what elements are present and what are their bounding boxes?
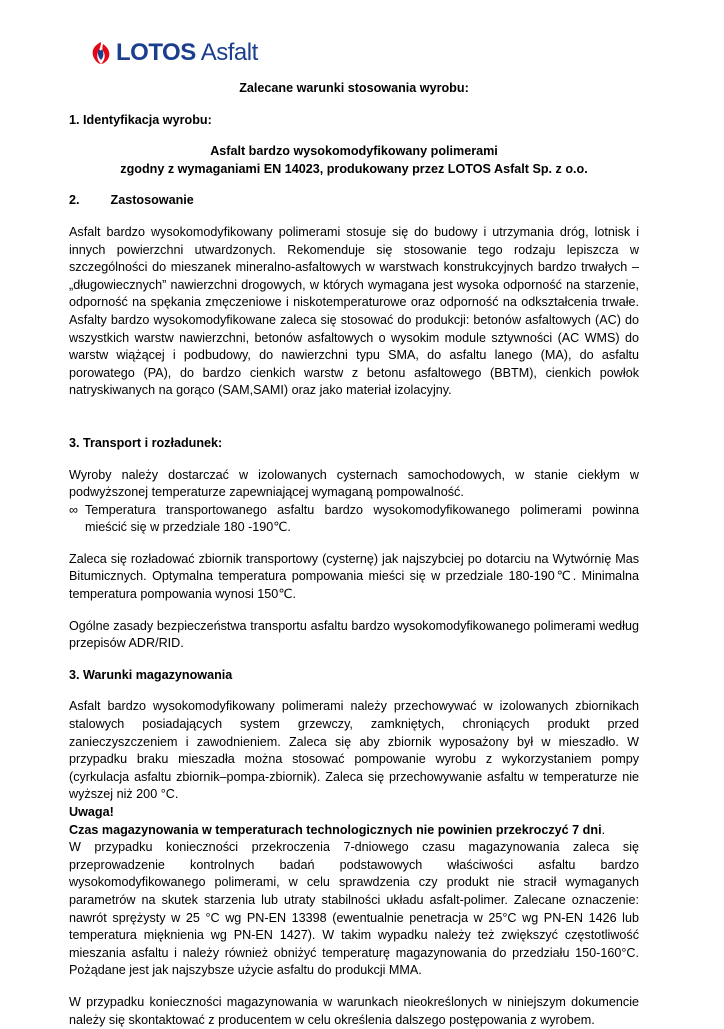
section-2-title: Zastosowanie <box>110 193 194 208</box>
section-2-heading <box>69 192 639 210</box>
warning-line <box>69 822 639 840</box>
transport-paragraph-1: Wyroby należy dostarczać w izolowanych cysternach samochodowych, w stanie ciekłym w podwyższonej temperaturze zapewniającej wymaganą pompowalność. <box>69 467 639 500</box>
warning-end: . <box>601 822 606 837</box>
transport-paragraph-3: Ogólne zasady bezpieczeństwa transportu asfaltu bardzo wysokomodyfikowanego polimerami według przepisów ADR/RID. <box>69 618 639 651</box>
lotos-flame-icon <box>90 41 112 65</box>
page-title: Zalecane warunki stosowania wyrobu: <box>239 81 469 95</box>
logo-product: Asfalt <box>200 39 258 66</box>
storage-paragraph-2: W przypadku konieczności przekroczenia 7-dniowego czasu magazynowania zaleca się przeprowadzenie kontrolnych badań podstawowych właściwości asfaltu bardzo wysokomodyfikowanego polimerami, w celu sprawdzenia czy produkt nie stracił wymaganych parametrów na skutek starzenia lub utraty stabilności układu asfalt-polimer. Zalecane oznaczenie: nawrót sprężysty w 25 °C wg PN-EN 13398 (ewentualnie penetracja w 25°C wg PN-EN 1426 lub temperatura mięknienia wg PN-EN 1427). W takim wypadku należy też zwiększyć częstotliwość mieszania asfaltu i należy również obniżyć temperaturę magazynowania do przedziału 150-160°C. Pożądane jest jak najszybsze użycie asfaltu do produkcji MMA. <box>69 840 639 978</box>
bullet-symbol: ∞ <box>69 502 78 517</box>
logo-brand: LOTOS <box>116 39 196 66</box>
transport-bullet-text: Temperatura transportowanego asfaltu bardzo wysokomodyfikowanego polimerami powinna mieścić się w przedziale 180 -190℃. <box>85 502 639 535</box>
section-3-heading: 3. Transport i rozładunek: <box>69 435 223 450</box>
transport-bullet <box>69 502 639 537</box>
logo-wordmark <box>116 41 258 65</box>
section-2-number: 2. <box>69 193 80 208</box>
document-body <box>69 80 639 1029</box>
warning-text: Czas magazynowania w temperaturach technologicznych nie powinien przekroczyć 7 dni <box>69 822 602 837</box>
transport-paragraph-2: Zaleca się rozładować zbiornik transportowy (cysternę) jak najszybciej po dotarciu na Wytwórnię Mas Bitumicznych. Optymalna temperatura pompowania mieści się w przedziale 180-190℃. Minimalna temperatura pompowania wynosi 150℃. <box>69 551 639 602</box>
section-2-body: Asfalt bardzo wysokomodyfikowany polimerami stosuje się do budowy i utrzymania dróg, lotnisk i innych powierzchni utwardzonych. Rekomenduje się stosowanie tego rodzaju lepiszcza w szczególności do mieszanek mineralno-asfaltowych w warstwach konstrukcyjnych bardzo trwałych – „długowiecznych” nawierzchni drogowych, w których wymagana jest wysoka odporność na starzenie, odporność na spękania zmęczeniowe i niskotemperaturowe oraz odporność na odkształcenia trwałe. Asfalty bardzo wysokomodyfikowane zaleca się stosować do produkcji: betonów asfaltowych (AC) do wszystkich warstw nawierzchni, betonów asfaltowych o wysokim module sztywności (AC WMS) do warstw wiążącej i podbudowy, do nawierzchni typu SMA, do asfaltu lanego (MA), do asfaltu porowatego (PA), do bardzo cienkich warstw z betonu asfaltowego (BBTM), cienkich powłok natryskiwanych na gorąco (SAM,SAMI) oraz jako materiał izolacyjny. <box>69 224 639 398</box>
lotos-asfalt-logo <box>90 40 258 66</box>
warning-label: Uwaga! <box>69 805 114 819</box>
storage-paragraph-3: W przypadku konieczności magazynowania w warunkach nieokreślonych w niniejszym dokumencie należy się skontaktować z producentem w celu określenia dalszego postępowania z wyrobem. <box>69 994 639 1027</box>
product-name-line2: zgodny z wymaganiami EN 14023, produkowany przez LOTOS Asfalt Sp. z o.o. <box>120 161 588 176</box>
storage-paragraph-1: Asfalt bardzo wysokomodyfikowany polimerami należy przechowywać w izolowanych zbiornikach stalowych posiadających system grzewczy, zamkniętych, chroniących produkt przed zanieczyszczeniem i zawodnieniem. Zaleca się aby zbiornik wyposażony był w mieszadło. W przypadku braku mieszadła można stosować pompowanie wyrobu z wykorzystaniem pompy (cyrkulacja asfaltu zbiornik–pompa-zbiornik). Zaleca się przechowywanie asfaltu w temperaturze nie wyższej niż 200 °C. <box>69 699 639 802</box>
section-4-heading: 3. Warunki magazynowania <box>69 667 233 682</box>
product-name-line1: Asfalt bardzo wysokomodyfikowany polimerami <box>210 144 498 159</box>
section-1-heading: 1. Identyfikacja wyrobu: <box>69 112 212 127</box>
